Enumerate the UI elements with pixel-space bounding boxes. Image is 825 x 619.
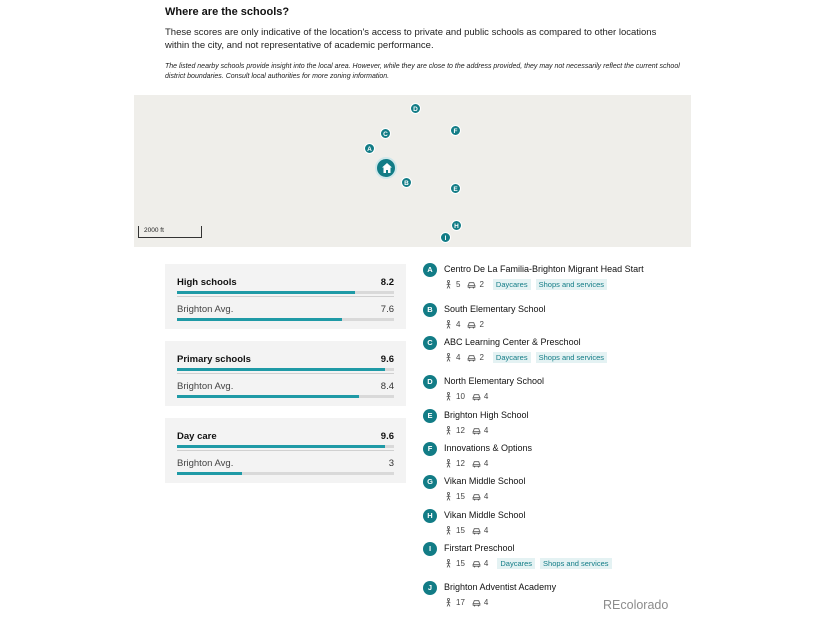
map-scale-bar	[138, 226, 202, 238]
car-icon	[472, 392, 481, 401]
school-name[interactable]: Centro De La Familia-Brighton Migrant Head Start	[444, 264, 644, 274]
walking-person-icon	[444, 526, 453, 535]
drive-minutes: 4	[483, 392, 489, 401]
school-letter-badge: E	[423, 409, 437, 423]
school-name[interactable]: North Elementary School	[444, 376, 545, 386]
avg-bar-fill	[177, 472, 242, 475]
car-icon	[467, 320, 476, 329]
drive-minutes: 4	[483, 526, 489, 535]
score-value: 8.2	[380, 277, 394, 288]
school-name[interactable]: ABC Learning Center & Preschool	[444, 337, 581, 347]
school-letter-badge: G	[423, 475, 437, 489]
tag-daycares[interactable]: Daycares	[493, 279, 531, 290]
map-marker-a[interactable]: A	[364, 143, 375, 154]
car-icon	[472, 459, 481, 468]
score-card-day-care	[165, 418, 406, 483]
walking-person-icon	[444, 280, 453, 289]
avg-bar	[177, 472, 394, 475]
score-bar	[177, 291, 394, 294]
avg-label: Brighton Avg.	[177, 381, 234, 392]
map-scale-label: 2000 ft	[144, 227, 164, 234]
school-name[interactable]: Innovations & Options	[444, 443, 533, 453]
walking-person-icon	[444, 459, 453, 468]
car-icon	[472, 559, 481, 568]
walking-person-icon	[444, 426, 453, 435]
drive-minutes: 4	[483, 559, 489, 568]
school-name[interactable]: Vikan Middle School	[444, 476, 526, 486]
school-letter-badge: I	[423, 542, 437, 556]
score-bar	[177, 445, 394, 448]
walking-person-icon	[444, 492, 453, 501]
school-name[interactable]: Brighton Adventist Academy	[444, 582, 557, 592]
car-icon	[472, 492, 481, 501]
home-marker[interactable]	[375, 157, 397, 179]
walking-person-icon	[444, 320, 453, 329]
drive-minutes: 4	[483, 492, 489, 501]
school-name[interactable]: Firstart Preschool	[444, 543, 515, 553]
walk-minutes: 12	[456, 459, 465, 468]
walk-minutes: 12	[456, 426, 465, 435]
score-bar-fill	[177, 445, 385, 448]
map-marker-f[interactable]: F	[450, 125, 461, 136]
walk-minutes: 5	[456, 280, 461, 289]
tag-shops-and-services[interactable]: Shops and services	[540, 558, 611, 569]
schools-disclaimer: The listed nearby schools provide insight into the local area. However, while they are close to the address provided, they may not necessarily reflect the current school district boundaries. Consult local authorities for more zoning information.	[165, 63, 680, 80]
school-letter-badge: F	[423, 442, 437, 456]
score-label: High schools	[177, 277, 237, 288]
walk-minutes: 15	[456, 526, 465, 535]
map-marker-i[interactable]: I	[440, 232, 451, 243]
avg-bar	[177, 318, 394, 321]
school-letter-badge: H	[423, 509, 437, 523]
map-marker-d[interactable]: D	[410, 103, 421, 114]
score-value: 9.6	[380, 431, 394, 442]
drive-minutes: 2	[479, 280, 484, 289]
walking-person-icon	[444, 353, 453, 362]
walk-minutes: 15	[456, 559, 465, 568]
drive-minutes: 2	[479, 353, 484, 362]
drive-minutes: 2	[479, 320, 484, 329]
car-icon	[472, 426, 481, 435]
avg-label: Brighton Avg.	[177, 304, 234, 315]
walk-minutes: 15	[456, 492, 465, 501]
avg-value: 3	[388, 458, 394, 469]
score-label: Day care	[177, 431, 217, 442]
car-icon	[472, 526, 481, 535]
walking-person-icon	[444, 559, 453, 568]
tag-daycares[interactable]: Daycares	[497, 558, 535, 569]
map-marker-e[interactable]: E	[450, 183, 461, 194]
score-card-primary-schools	[165, 341, 406, 406]
map-marker-h[interactable]: H	[451, 220, 462, 231]
score-card-high-schools	[165, 264, 406, 329]
car-icon	[467, 353, 476, 362]
drive-minutes: 4	[483, 426, 489, 435]
walking-person-icon	[444, 598, 453, 607]
school-name[interactable]: Brighton High School	[444, 410, 529, 420]
walk-minutes: 10	[456, 392, 465, 401]
school-letter-badge: A	[423, 263, 437, 277]
score-bar	[177, 368, 394, 371]
map-marker-c[interactable]: C	[380, 128, 391, 139]
schools-map[interactable]	[134, 95, 691, 247]
avg-value: 7.6	[380, 304, 394, 315]
schools-description: These scores are only indicative of the location's access to private and public schools as compared to other locations within the city, and not representative of academic performance.	[165, 27, 657, 51]
school-letter-badge: B	[423, 303, 437, 317]
tag-shops-and-services[interactable]: Shops and services	[536, 279, 607, 290]
school-name[interactable]: Vikan Middle School	[444, 510, 526, 520]
walking-person-icon	[444, 392, 453, 401]
avg-bar-fill	[177, 395, 359, 398]
score-value: 9.6	[380, 354, 394, 365]
walk-minutes: 4	[456, 320, 461, 329]
school-letter-badge: C	[423, 336, 437, 350]
watermark: REcolorado	[603, 598, 669, 612]
avg-label: Brighton Avg.	[177, 458, 234, 469]
car-icon	[467, 280, 476, 289]
tag-daycares[interactable]: Daycares	[493, 352, 531, 363]
school-letter-badge: J	[423, 581, 437, 595]
home-icon	[381, 162, 393, 174]
avg-bar	[177, 395, 394, 398]
school-letter-badge: D	[423, 375, 437, 389]
map-marker-b[interactable]: B	[401, 177, 412, 188]
walk-minutes: 4	[456, 353, 461, 362]
school-name[interactable]: South Elementary School	[444, 304, 546, 314]
schools-heading: Where are the schools?	[165, 6, 290, 18]
avg-value: 8.4	[380, 381, 394, 392]
walk-minutes: 17	[456, 598, 465, 607]
tag-shops-and-services[interactable]: Shops and services	[536, 352, 607, 363]
score-label: Primary schools	[177, 354, 251, 365]
drive-minutes: 4	[483, 459, 489, 468]
drive-minutes: 4	[483, 598, 489, 607]
car-icon	[472, 598, 481, 607]
score-bar-fill	[177, 368, 385, 371]
score-bar-fill	[177, 291, 355, 294]
avg-bar-fill	[177, 318, 342, 321]
